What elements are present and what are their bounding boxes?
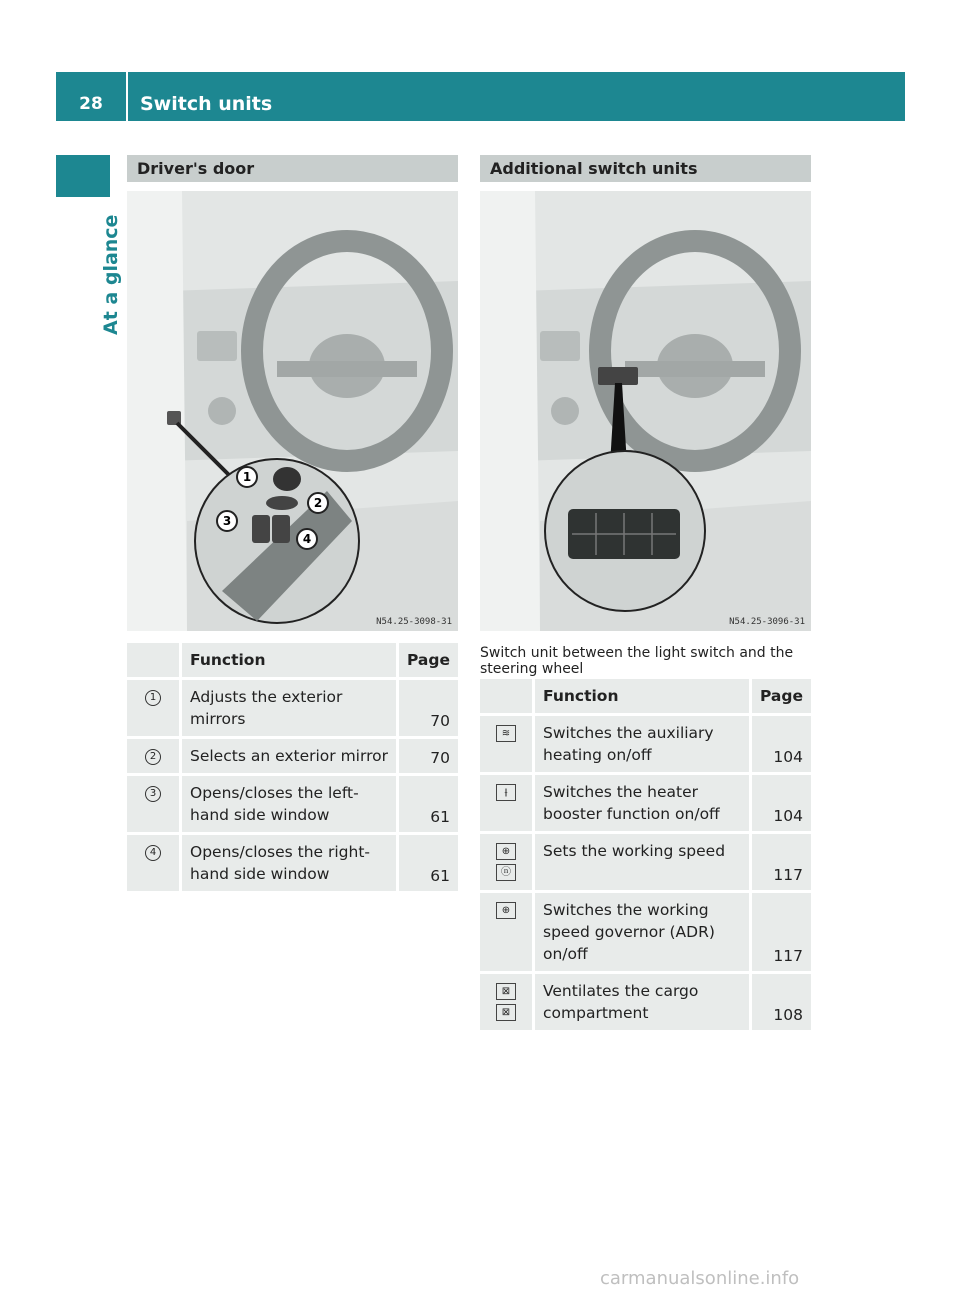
section-title: Switch units [140,93,273,115]
side-chapter-label: At a glance [100,214,122,335]
drivers-door-table [127,640,458,894]
additional-illustration [480,191,811,631]
table-header-row [127,643,458,677]
page-ref: 70 [399,739,458,773]
function-text: Opens/closes the left-hand side window [182,776,399,832]
function-text: Selects an exterior mirror [182,739,399,773]
speed-governor-icon: ⊕ [496,902,516,919]
table-header-row [480,679,811,713]
table-row [480,893,811,971]
additional-table [480,676,811,1033]
function-text: Ventilates the cargo compartment [535,974,752,1030]
table-row [127,680,458,736]
symbol-col-header [127,643,182,677]
table-row [127,739,458,773]
switch-unit-caption: Switch unit between the light switch and the steering wheel [480,645,794,677]
page-ref: 61 [399,835,458,891]
table-row [480,775,811,831]
callout-marker: 1 [145,690,161,706]
speed-n-icon: ⓝ [496,864,516,881]
drivers-door-illustration [127,191,458,631]
function-text: Switches the auxiliary heating on/off [535,716,752,772]
callout-3: 3 [222,514,232,528]
working-speed-icon: ⊕ [496,843,516,860]
page-ref: 61 [399,776,458,832]
side-tab [56,155,110,197]
cargo-vent-alt-icon: ⊠ [496,1004,516,1021]
page-col-header: Page [399,643,458,677]
table-row [127,835,458,891]
symbol-col-header [480,679,535,713]
callout-2: 2 [313,496,323,510]
function-text: Adjusts the exterior mirrors [182,680,399,736]
drivers-door-heading: Driver's door [127,155,458,182]
page-ref: 117 [752,834,811,890]
page-ref: 104 [752,775,811,831]
page-ref: 117 [752,893,811,971]
callout-4: 4 [302,532,312,546]
callout-marker: 4 [145,845,161,861]
header-divider [126,72,128,121]
function-text: Switches the heater booster function on/off [535,775,752,831]
page-number: 28 [79,94,103,114]
callout-marker: 2 [145,749,161,765]
function-col-header: Function [535,679,752,713]
page-ref: 108 [752,974,811,1030]
function-text: Switches the working speed governor (ADR) on/off [535,893,752,971]
function-col-header: Function [182,643,399,677]
watermark: carmanualsonline.info [600,1268,800,1289]
callout-1: 1 [242,470,252,484]
additional-heading: Additional switch units [480,155,811,182]
table-row [480,834,811,890]
cargo-vent-icon: ⊠ [496,983,516,1000]
function-text: Opens/closes the right-hand side window [182,835,399,891]
page-ref: 104 [752,716,811,772]
table-row [480,974,811,1030]
page-col-header: Page [752,679,811,713]
function-text: Sets the working speed [535,834,752,890]
image-code: N54.25-3098-31 [376,617,452,627]
table-row [480,716,811,772]
auxiliary-heating-icon: ≋ [496,725,516,742]
image-code: N54.25-3096-31 [729,617,805,627]
heater-booster-icon: ⫲ [496,784,516,801]
callout-marker: 3 [145,786,161,802]
page-ref: 70 [399,680,458,736]
table-row [127,776,458,832]
